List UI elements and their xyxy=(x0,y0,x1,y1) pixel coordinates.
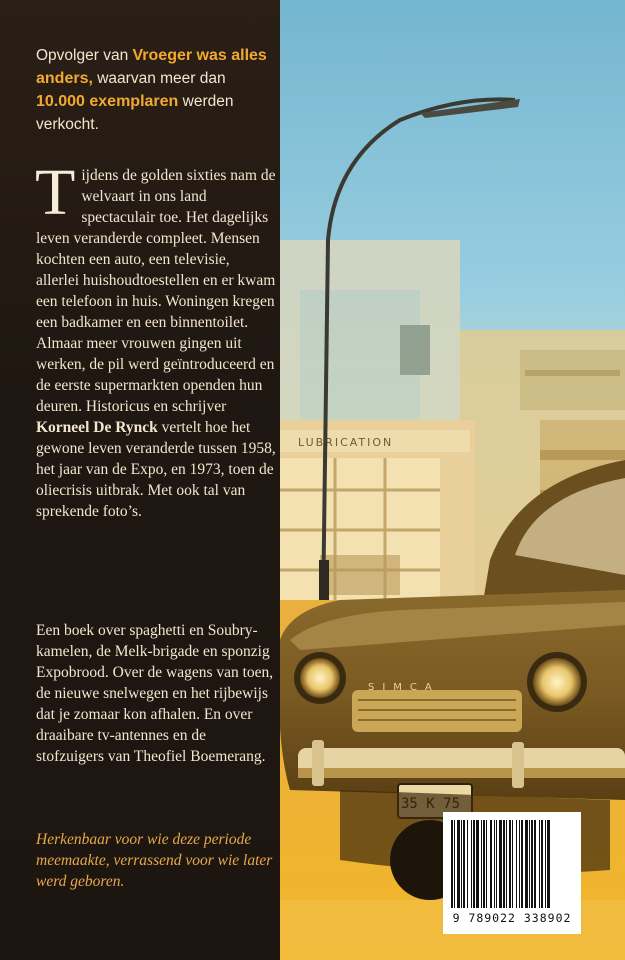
intro-after: werden verkocht. xyxy=(36,93,234,133)
barcode-bar xyxy=(529,820,530,908)
barcode-bar xyxy=(503,820,505,908)
barcode-bar xyxy=(519,820,520,908)
intro-before: Opvolger van xyxy=(36,47,133,64)
barcode-bar xyxy=(547,820,550,908)
sign-text: LUBRICATION xyxy=(298,436,394,449)
barcode-bars xyxy=(451,820,573,910)
intro-title: Vroeger was alles anders, xyxy=(36,47,267,87)
barcode-bar xyxy=(467,820,468,908)
barcode-bar xyxy=(521,820,523,908)
paragraph1-text-before: ijdens de golden sixties nam de welvaart in ons land spectaculair toe. Het dagelijks leven veranderde compleet. Mensen kochten een auto, een televisie, allerlei huishoudtoestellen en er kwam een telefoon in huis. Woningen kregen een badkamer en een binnentoilet. Almaar meer vrouwen gingen uit werken, de pil werd geïntroduceerd en de eerste supermarkten openden hun deuren. Historicus en schrijver xyxy=(36,167,276,415)
barcode-bar xyxy=(534,820,536,908)
barcode-bar xyxy=(471,820,472,908)
author-name: Korneel De Rynck xyxy=(36,419,158,436)
barcode-bar xyxy=(531,820,533,908)
barcode-bar xyxy=(451,820,453,908)
barcode-bar xyxy=(525,820,528,908)
description-paragraph-1 xyxy=(35,156,276,522)
barcode-bar xyxy=(499,820,502,908)
barcode-bar xyxy=(486,820,487,908)
barcode-bar xyxy=(454,820,455,908)
barcode-bar xyxy=(494,820,495,908)
car-badge: SIMCA xyxy=(368,682,440,693)
barcode-bar xyxy=(483,820,485,908)
isbn-number: 9 789022 338902 xyxy=(452,911,572,925)
intro-blurb xyxy=(36,44,276,136)
text-panel xyxy=(0,0,280,960)
barcode-bar xyxy=(461,820,462,908)
isbn-barcode xyxy=(443,812,581,934)
barcode-bar xyxy=(463,820,465,908)
barcode-bar xyxy=(509,820,511,908)
barcode-bar xyxy=(490,820,492,908)
barcode-bar xyxy=(481,820,482,908)
barcode-bar xyxy=(516,820,517,908)
barcode-bar xyxy=(473,820,475,908)
drop-cap: T xyxy=(35,156,76,229)
description-paragraph-2: Een boek over spaghetti en Soubry-kamelen, de Melk-brigade en sponzig Expobrood. Over de wagens van toen, de nieuwe snelwegen en het rijbewijs dat je zomaar kon afhalen. En over draaibare tv-antennes en de stofzuigers van Theofiel Boemerang. xyxy=(36,622,274,765)
barcode-bar xyxy=(476,820,479,908)
barcode-bar xyxy=(512,820,513,908)
intro-middle: waarvan meer dan xyxy=(92,70,226,87)
barcode-bar xyxy=(541,820,543,908)
paragraph1-text-after: vertelt hoe het gewone leven veranderde tussen 1958, het jaar van de Expo, en 1973, toen de oliecrisis uitbrak. Met ook tal van sprekende foto’s. xyxy=(36,419,276,520)
barcode-bar xyxy=(496,820,497,908)
barcode-bar xyxy=(506,820,507,908)
barcode-bar xyxy=(545,820,546,908)
tagline: Herkenbaar voor wie deze periode meemaakte, verrassend voor wie later werd geboren. xyxy=(36,831,273,890)
intro-count: 10.000 exemplaren xyxy=(36,93,179,110)
barcode-bar xyxy=(539,820,540,908)
barcode-bar xyxy=(457,820,460,908)
